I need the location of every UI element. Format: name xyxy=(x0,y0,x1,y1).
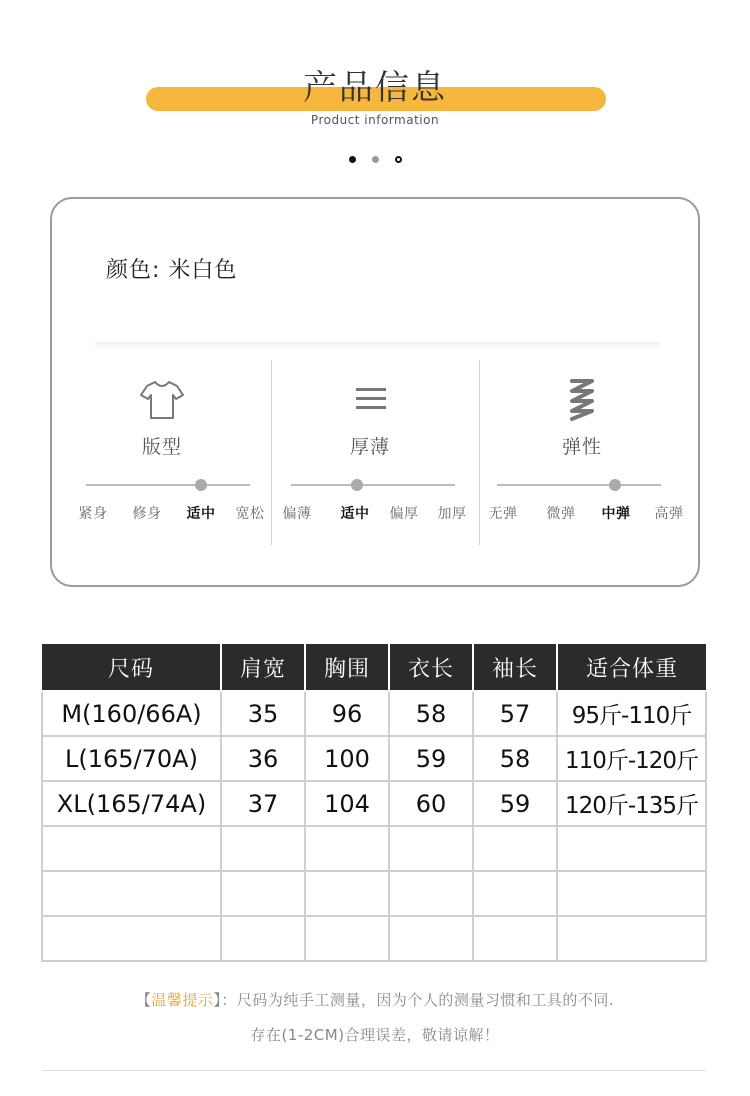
option-label: 高弹 xyxy=(654,506,684,522)
attribute-marker xyxy=(351,479,363,491)
page-title: 产品信息 xyxy=(303,68,447,108)
table-row xyxy=(42,691,706,736)
option-label-selected: 适中 xyxy=(340,506,370,522)
tip-label: 温馨提示 xyxy=(151,991,214,1009)
empty-table-row xyxy=(42,916,706,961)
table-cell: 104 xyxy=(305,781,389,826)
tip-bracket: 【 xyxy=(135,991,152,1009)
indicator-dot xyxy=(372,156,379,163)
column-header: 衣长 xyxy=(389,644,473,691)
option-label: 加厚 xyxy=(437,506,467,522)
attribute-marker xyxy=(195,479,207,491)
column-divider xyxy=(271,360,272,545)
tip-text: ：尺码为纯手工测量，因为个人的测量习惯和工具的不同. xyxy=(221,991,615,1009)
attribute-label: 弹性 xyxy=(561,436,602,458)
color-value: 颜色: 米白色 xyxy=(106,258,238,283)
tip-bracket: 】 xyxy=(213,991,222,1009)
lines-icon xyxy=(347,376,395,424)
page-subtitle: Product information xyxy=(310,113,440,127)
size-cell: XL(165/74A) xyxy=(42,781,221,826)
option-label: 宽松 xyxy=(235,506,265,522)
weight-cell: 110斤-120斤 xyxy=(557,736,706,781)
weight-cell: 95斤-110斤 xyxy=(557,691,706,736)
table-cell: 59 xyxy=(473,781,557,826)
attribute-label: 版型 xyxy=(141,436,182,458)
attribute-marker xyxy=(609,479,621,491)
size-table xyxy=(41,644,707,962)
carousel-indicator xyxy=(0,156,750,166)
size-cell: L(165/70A) xyxy=(42,736,221,781)
empty-table-row xyxy=(42,871,706,916)
indicator-dot xyxy=(395,156,402,163)
table-cell: 35 xyxy=(221,691,305,736)
attribute-track xyxy=(291,484,455,486)
weight-cell: 120斤-135斤 xyxy=(557,781,706,826)
table-cell: 59 xyxy=(389,736,473,781)
column-header: 尺码 xyxy=(42,644,221,691)
column-header: 适合体重 xyxy=(557,644,706,691)
table-cell: 58 xyxy=(473,736,557,781)
attribute-label: 厚薄 xyxy=(349,436,390,458)
tip-line-2: 存在(1-2CM)合理误差，敬请谅解！ xyxy=(250,1026,500,1044)
option-label: 偏厚 xyxy=(389,506,419,522)
indicator-dot xyxy=(349,156,356,163)
table-cell: 36 xyxy=(221,736,305,781)
option-label: 紧身 xyxy=(78,506,108,522)
attribute-track xyxy=(497,484,661,486)
table-cell: 60 xyxy=(389,781,473,826)
column-header: 袖长 xyxy=(473,644,557,691)
card-divider-shadow xyxy=(95,342,660,350)
table-header-row xyxy=(42,644,706,691)
size-cell: M(160/66A) xyxy=(42,691,221,736)
option-label: 偏薄 xyxy=(282,506,312,522)
option-label-selected: 中弹 xyxy=(601,506,631,522)
table-cell: 37 xyxy=(221,781,305,826)
column-header: 胸围 xyxy=(305,644,389,691)
column-divider xyxy=(479,360,480,545)
table-cell: 96 xyxy=(305,691,389,736)
table-cell: 58 xyxy=(389,691,473,736)
bottom-divider xyxy=(42,1070,706,1071)
option-label-selected: 适中 xyxy=(186,506,216,522)
column-header: 肩宽 xyxy=(221,644,305,691)
empty-table-row xyxy=(42,826,706,871)
option-label: 修身 xyxy=(132,506,162,522)
table-cell: 57 xyxy=(473,691,557,736)
tip-line-1 xyxy=(0,989,750,1010)
table-row xyxy=(42,781,706,826)
attribute-track xyxy=(86,484,250,486)
spring-icon xyxy=(558,376,606,424)
table-cell: 100 xyxy=(305,736,389,781)
option-label: 微弹 xyxy=(546,506,576,522)
tshirt-icon xyxy=(138,376,186,424)
table-row xyxy=(42,736,706,781)
option-label: 无弹 xyxy=(488,506,518,522)
